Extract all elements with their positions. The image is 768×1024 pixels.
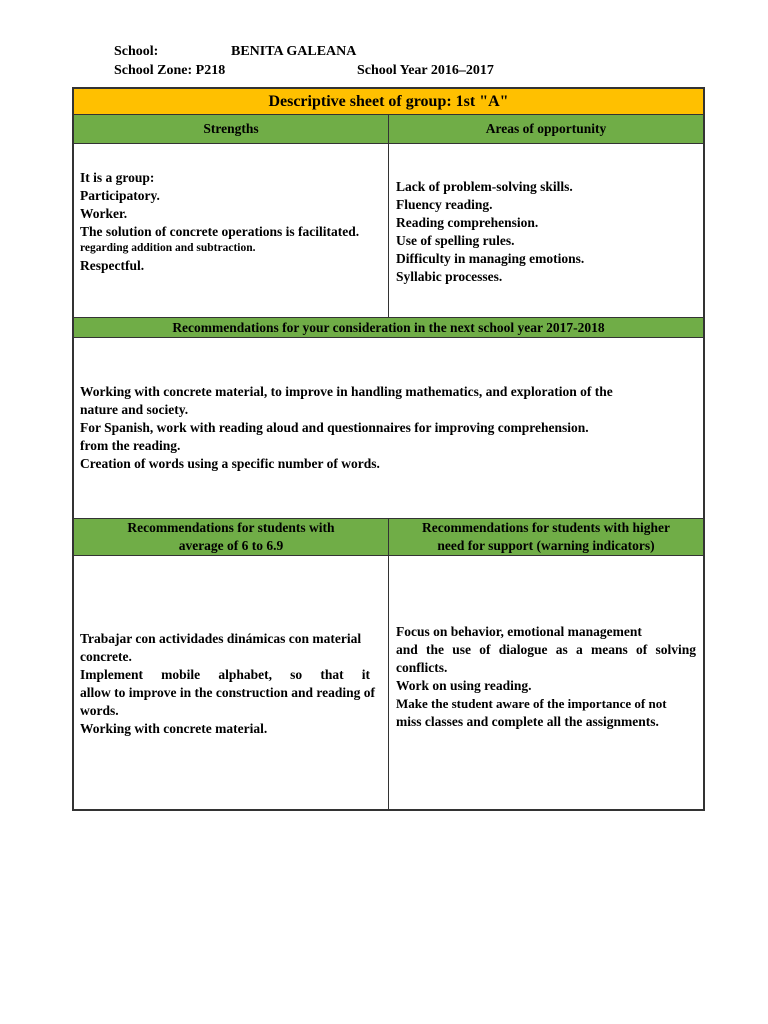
strengths-header: Strengths xyxy=(203,121,259,136)
column-divider xyxy=(388,144,389,317)
recommendation-line: Make the student aware of the importance of not xyxy=(396,696,667,711)
opportunity-item: Fluency reading. xyxy=(396,197,493,212)
next-year-recommendations xyxy=(80,383,700,473)
strengths-list xyxy=(80,169,386,275)
recommendation-line: and the use of dialogue as a means of solving xyxy=(396,642,696,657)
opportunity-item: Use of spelling rules. xyxy=(396,233,515,248)
recommendation-line: nature and society. xyxy=(80,402,189,417)
recommendation-line: words. xyxy=(80,703,119,718)
sheet-title: Descriptive sheet of group: 1st "A" xyxy=(74,89,703,114)
strength-item: It is a group: xyxy=(80,170,155,185)
recommendation-line: allow to improve in the construction and reading of xyxy=(80,685,376,700)
school-label: School: xyxy=(114,44,159,59)
opportunity-item: Lack of problem-solving skills. xyxy=(396,179,573,194)
school-name: BENITA GALEANA xyxy=(231,44,357,59)
strengths-opportunity-header-row xyxy=(74,114,703,143)
recommendation-line: miss classes and complete all the assignments. xyxy=(396,714,659,729)
support-students-recommendations xyxy=(396,623,701,731)
students-content-row xyxy=(74,555,703,809)
strength-item: Respectful. xyxy=(80,258,145,273)
recommendation-line: Working with concrete material, to improve in handling mathematics, and exploration of the xyxy=(80,384,613,399)
strength-item: regarding addition and subtraction. xyxy=(80,242,256,254)
column-divider xyxy=(388,556,389,809)
recommendation-line: Focus on behavior, emotional management xyxy=(396,624,642,639)
strength-item: Participatory. xyxy=(80,188,160,203)
opportunity-list xyxy=(396,178,701,286)
column-divider xyxy=(388,115,389,143)
recommendation-line: concrete. xyxy=(80,649,132,664)
recommendation-line: from the reading. xyxy=(80,438,181,453)
school-year: School Year 2016–2017 xyxy=(357,63,494,78)
recommendation-line: Work on using reading. xyxy=(396,678,532,693)
strength-item: Worker. xyxy=(80,206,128,221)
opportunity-item: Difficulty in managing emotions. xyxy=(396,251,585,266)
recommendation-line: conflicts. xyxy=(396,660,448,675)
students-header-row xyxy=(74,518,703,555)
support-students-header: Recommendations for students with higher need for support (warning indicators) xyxy=(421,520,670,553)
descriptive-sheet-table xyxy=(72,87,705,811)
recommendation-line: Creation of words using a specific number of words. xyxy=(80,456,380,471)
column-divider xyxy=(388,519,389,555)
strength-item: The solution of concrete operations is facilitated. xyxy=(80,224,360,239)
recommendation-line: Trabajar con actividades dinámicas con material xyxy=(80,631,362,646)
strengths-opportunity-content-row xyxy=(74,143,703,317)
next-year-header: Recommendations for your consideration in the next school year 2017-2018 xyxy=(74,317,703,337)
opportunity-item: Syllabic processes. xyxy=(396,269,503,284)
average-students-header: Recommendations for students with average of 6 to 6.9 xyxy=(127,520,335,553)
school-zone: School Zone: P218 xyxy=(114,63,226,78)
recommendation-line: Implement mobile alphabet, so that it xyxy=(80,667,370,682)
next-year-content-row xyxy=(74,337,703,518)
recommendation-line: For Spanish, work with reading aloud and questionnaires for improving comprehension. xyxy=(80,420,589,435)
average-students-recommendations xyxy=(80,630,396,738)
opportunity-item: Reading comprehension. xyxy=(396,215,539,230)
recommendation-line: Working with concrete material. xyxy=(80,721,268,736)
opportunity-header: Areas of opportunity xyxy=(485,121,607,136)
